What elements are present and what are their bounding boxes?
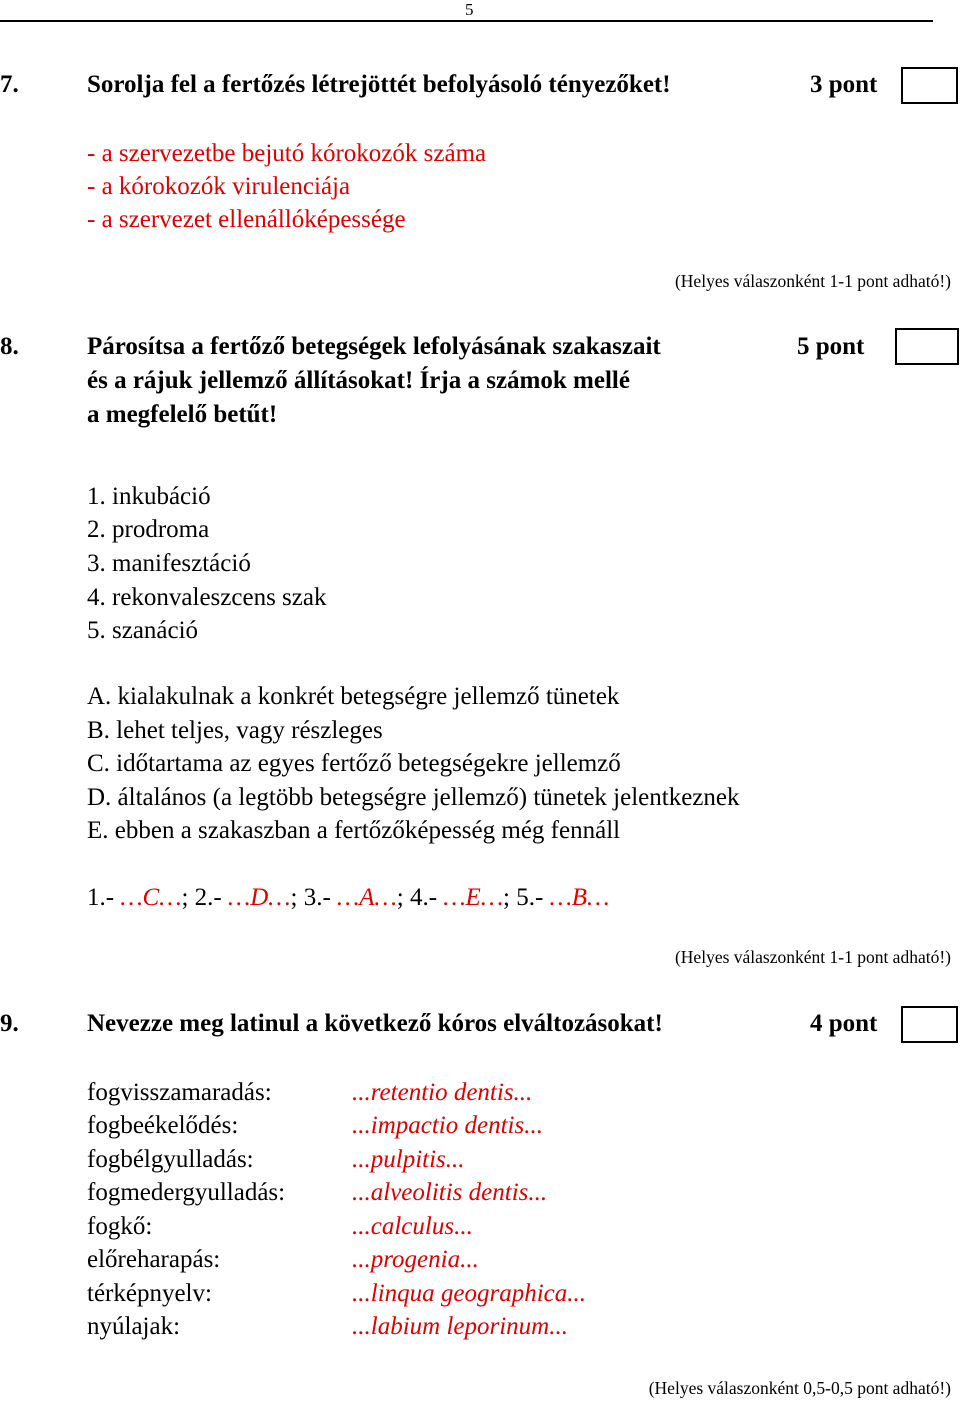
q9-note: (Helyes válaszonként 0,5-0,5 pont adható!) [648,1378,951,1398]
q9-answer-6: ...progenia... [352,1246,479,1273]
q8-statement-e: E. ebben a szakaszban a fertőzőképesség még fennáll [87,817,621,844]
q8-title-line-3: a megfelelő betűt! [87,401,278,428]
q8-statement-c: C. időtartama az egyes fertőző betegségekre jellemző [87,750,621,777]
q8-stage-3: 3. manifesztáció [87,550,251,577]
q9-answer-5: ...calculus... [352,1213,473,1240]
q8-pair-4-answer: …E… [443,884,504,911]
q7-number: 7. [0,71,19,98]
q8-stage-1: 1. inkubáció [87,483,211,510]
q8-stage-5: 5. szanáció [87,617,199,644]
q9-answer-7: ...linqua geographica... [352,1280,587,1307]
q8-stage-2: 2. prodroma [87,516,210,543]
q9-term-6: előreharapás: [87,1246,221,1273]
q7-title: Sorolja fel a fertőzés létrejöttét befolyásoló tényezőket! [87,71,671,98]
q8-number: 8. [0,333,19,360]
header-rule [0,20,933,22]
q8-stage-4: 4. rekonvaleszcens szak [87,584,327,611]
q8-pair-3-answer: …A… [337,884,397,911]
q8-title-line-1: Párosítsa a fertőző betegségek lefolyásának szakaszait [87,333,661,360]
q9-answer-2: ...impactio dentis... [352,1112,543,1139]
q8-title-line-2: és a rájuk jellemző állításokat! Írja a számok mellé [87,367,630,394]
q7-points: 3 pont [810,71,878,98]
q8-pair-5-prefix: 5.- [516,884,550,911]
q8-note: (Helyes válaszonként 1-1 pont adható!) [674,947,951,967]
q9-term-1: fogvisszamaradás: [87,1079,272,1106]
q8-pair-3-prefix: 3.- [303,884,338,911]
q8-pair-4-prefix: 4.- [409,884,444,911]
q9-answer-8: ...labium leporinum... [352,1313,568,1340]
q9-term-5: fogkő: [87,1213,153,1240]
q9-number: 9. [0,1010,19,1037]
q8-pair-2-answer: …D… [228,884,291,911]
q8-pair-4-sep: ; [503,884,517,911]
q8-pair-1-prefix: 1.- [87,884,121,911]
q8-pair-2-sep: ; [290,884,304,911]
q8-pair-3-sep: ; [396,884,410,911]
q9-points: 4 pont [810,1010,878,1037]
q7-answer-2: - a kórokozók virulenciája [87,173,351,200]
q8-pair-1-sep: ; [181,884,195,911]
q9-term-8: nyúlajak: [87,1313,181,1340]
q8-statement-a: A. kialakulnak a konkrét betegségre jellemző tünetek [87,683,620,710]
q8-statement-d: D. általános (a legtöbb betegségre jellemző) tünetek jelentkeznek [87,784,740,811]
q9-term-3: fogbélgyulladás: [87,1146,254,1173]
q9-answer-4: ...alveolitis dentis... [352,1179,548,1206]
q9-term-4: fogmedergyulladás: [87,1179,286,1206]
q8-points: 5 pont [797,333,865,360]
q9-term-2: fogbeékelődés: [87,1112,239,1139]
q8-pair-1-answer: …C… [120,884,182,911]
q9-answer-1: ...retentio dentis... [352,1079,533,1106]
q9-term-7: térképnyelv: [87,1280,212,1307]
q8-score-box[interactable] [895,328,959,365]
q9-title: Nevezze meg latinul a következő kóros elváltozásokat! [87,1010,663,1037]
q7-answer-3: - a szervezet ellenállóképessége [87,206,406,233]
q7-score-box[interactable] [901,67,958,104]
q8-answer-line [87,884,609,912]
q9-answer-3: ...pulpitis... [352,1146,465,1173]
q9-score-box[interactable] [901,1006,958,1043]
q7-answer-1: - a szervezetbe bejutó kórokozók száma [87,140,487,167]
q7-note: (Helyes válaszonként 1-1 pont adható!) [674,271,951,291]
q8-pair-2-prefix: 2.- [194,884,228,911]
q8-pair-5-answer: …B… [549,884,610,911]
q8-statement-b: B. lehet teljes, vagy részleges [87,717,383,744]
page-number: 5 [465,0,474,19]
